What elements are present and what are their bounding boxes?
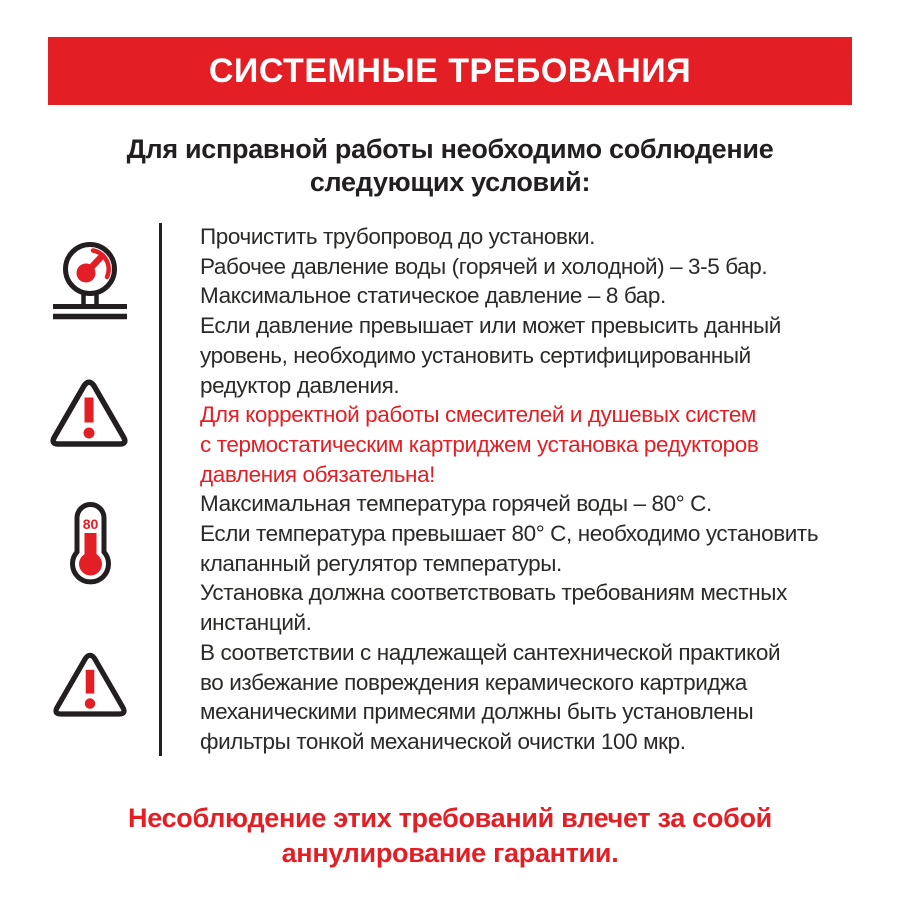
- pressure-gauge-icon: [50, 241, 130, 321]
- thermometer-label: 80: [82, 516, 99, 532]
- warning-triangle-icon: [52, 650, 128, 720]
- intro-line-1: Для исправной работы необходимо соблюдение: [126, 134, 774, 164]
- requirement-line: Если температура превышает 80° С, необходимо установить: [200, 521, 819, 547]
- thermometer-icon: [70, 502, 111, 585]
- requirements-list: [200, 222, 880, 757]
- intro-text: [0, 133, 900, 199]
- requirement-line: во избежание повреждения керамического картриджа: [200, 669, 747, 695]
- requirement-line: В соответствии с надлежащей сантехнической практикой: [200, 639, 781, 665]
- requirement-line: фильтры тонкой механической очистки 100 мкр.: [200, 728, 686, 754]
- requirement-line: Рабочее давление воды (горячей и холодной) – 3-5 бар.: [200, 253, 768, 279]
- requirement-line-emphasis: Для корректной работы смесителей и душевых систем: [200, 402, 756, 428]
- requirement-line: механическими примесями должны быть установлены: [200, 699, 754, 725]
- requirement-line: редуктор давления.: [200, 372, 400, 398]
- requirement-line-emphasis: с термостатическим картриджем установка редукторов: [200, 431, 759, 457]
- warning-triangle-icon: [49, 377, 129, 450]
- requirement-line: Прочистить трубопровод до установки.: [200, 224, 596, 249]
- intro-line-2: следующих условий:: [309, 167, 591, 197]
- header-banner: [48, 37, 852, 105]
- warranty-warning-line-1: Несоблюдение этих требований влечет за собой: [128, 803, 772, 833]
- warranty-warning: [0, 801, 900, 871]
- warranty-warning-line-2: аннулирование гарантии.: [281, 838, 619, 868]
- requirement-line-emphasis: давления обязательна!: [200, 461, 436, 487]
- requirement-line: Максимальное статическое давление – 8 бар.: [200, 283, 666, 309]
- page-title: СИСТЕМНЫЕ ТРЕБОВАНИЯ: [208, 51, 692, 90]
- requirement-line: Установка должна соответствовать требованиям местных: [200, 580, 787, 606]
- requirement-line: инстанций.: [200, 610, 312, 636]
- requirement-line: Если давление превышает или может превысить данный: [200, 313, 781, 339]
- vertical-divider: [159, 223, 162, 756]
- requirement-line: Максимальная температура горячей воды – 80° С.: [200, 491, 712, 517]
- requirement-line: клапанный регулятор температуры.: [200, 550, 562, 576]
- requirement-line: уровень, необходимо установить сертифицированный: [200, 342, 751, 368]
